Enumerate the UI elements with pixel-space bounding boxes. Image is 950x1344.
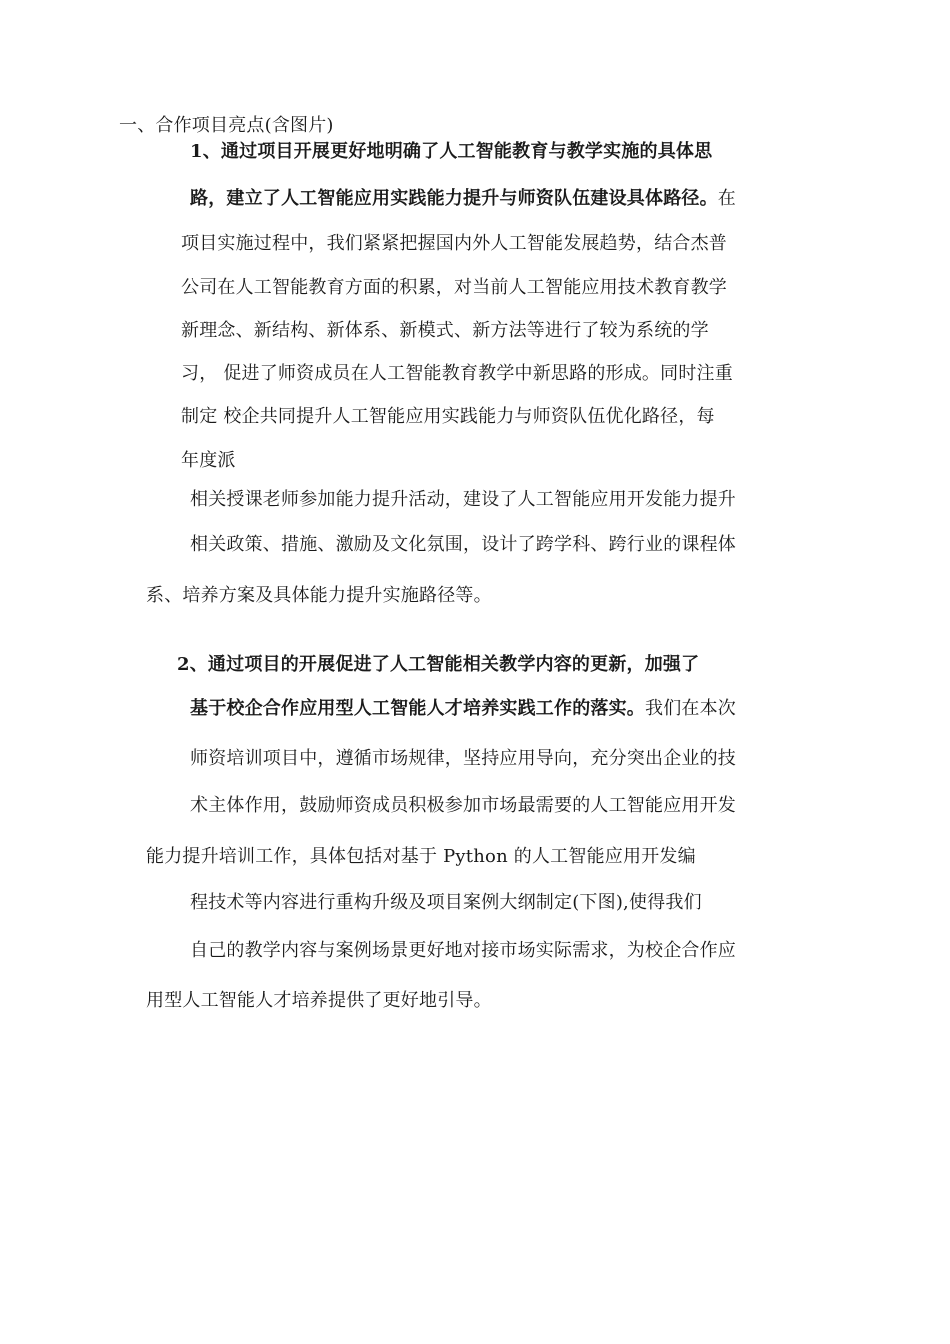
para2-line-2 [190, 697, 736, 721]
para1-line: 相关政策、措施、激励及文化氛围，设计了跨学科、跨行业的课程体 [190, 534, 736, 555]
para1-line: 制定 校企共同提升人工智能应用实践能力与师资队伍优化路径，每 [181, 406, 715, 427]
para1-bold-line-2: 路，建立了人工智能应用实践能力提升与师资队伍建设具体路径。 [190, 188, 718, 209]
para2-line: 师资培训项目中，遵循市场规律，坚持应用导向，充分突出企业的技 [190, 748, 736, 769]
para1-line: 相关授课老师参加能力提升活动，建设了人工智能应用开发能力提升 [190, 489, 736, 510]
para1-line: 项目实施过程中，我们紧紧把握国内外人工智能发展趋势，结合杰普 [181, 233, 727, 254]
para2-line: 术主体作用，鼓励师资成员积极参加市场最需要的人工智能应用开发 [190, 795, 736, 816]
para1-line: 新理念、新结构、新体系、新模式、新方法等进行了较为系统的学 [181, 320, 709, 341]
para1-line: 公司在人工智能教育方面的积累，对当前人工智能应用技术教育教学 [181, 277, 727, 298]
para1-line-2 [190, 187, 736, 211]
para1-line: 习， 促进了师资成员在人工智能教育教学中新思路的形成。同时注重 [181, 363, 733, 384]
para2-line-2-tail: 我们在本次 [645, 698, 736, 719]
para1-line: 年度派 [181, 450, 236, 471]
para1-bold-line-1: 1、通过项目开展更好地明确了人工智能教育与教学实施的具体思 [190, 141, 713, 162]
para2-line: 用型人工智能人才培养提供了更好地引导。 [146, 990, 492, 1011]
para2-line: 自己的教学内容与案例场景更好地对接市场实际需求，为校企合作应 [190, 940, 736, 961]
para1-line: 系、培养方案及具体能力提升实施路径等。 [146, 585, 492, 606]
para1-line-2-tail: 在 [717, 188, 736, 209]
para2-line: 程技术等内容进行重构升级及项目案例大纲制定(下图),使得我们 [190, 892, 702, 913]
para2-bold-line-2: 基于校企合作应用型人工智能人才培养实践工作的落实。 [190, 698, 645, 719]
para2-line: 能力提升培训工作，具体包括对基于 Python 的人工智能应用开发编 [146, 846, 696, 867]
para2-bold-line-1: 2、通过项目的开展促进了人工智能相关教学内容的更新，加强了 [177, 654, 700, 675]
section-heading: 一、合作项目亮点(含图片) [119, 115, 334, 136]
